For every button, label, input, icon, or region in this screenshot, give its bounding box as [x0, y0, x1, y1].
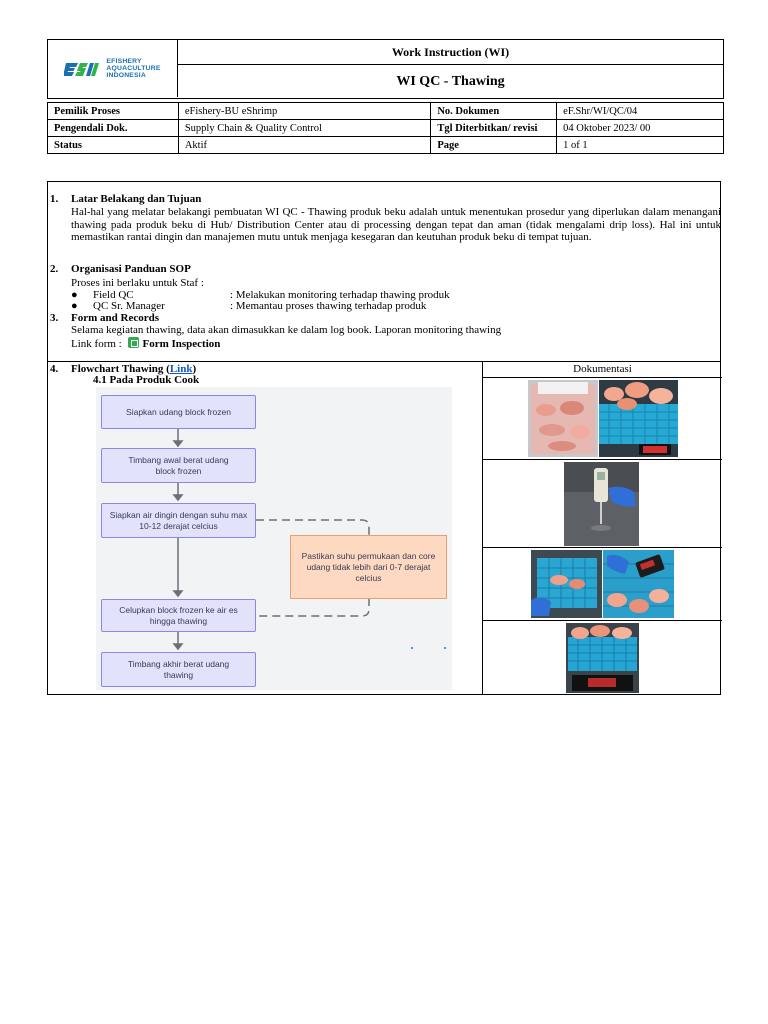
dot-marker — [411, 647, 413, 649]
logo-cell — [48, 40, 178, 97]
document-body — [47, 181, 721, 695]
subsection-heading: 4.1 Pada Produk Cook — [93, 374, 200, 386]
photo-final-weighing — [566, 623, 639, 693]
role-name: Field QC — [93, 289, 134, 301]
role-description: : Melakukan monitoring terhadap thawing produk — [230, 289, 450, 301]
link-label: Link form : — [71, 338, 122, 350]
section-number: 4. — [50, 363, 59, 375]
flowchart-link[interactable]: Link — [169, 363, 193, 375]
bullet-dot: ● — [71, 289, 78, 301]
flowchart — [96, 387, 452, 690]
section-number: 2. — [50, 263, 59, 275]
section-1-body: Hal-hal yang melatar belakangi pembuatan WI QC - Thawing produk beku adalah untuk menentukan prosedur yang diperlukan dalam menangani thawing pada produk beku di Hub/ Distribution Center atau di processing dengan tepat dan aman (tidak mengalami drip loss). Hal ini untuk memastikan rantai dingin dan manajemen mutu untuk menjaga kesegaran dan keutuhan produk beku di tempat tujuan. — [71, 206, 721, 243]
meta-label: Page — [431, 137, 557, 154]
flow-step-2: Timbang awal berat udang block frozen — [101, 448, 256, 483]
meta-value: 04 Oktober 2023/ 00 — [557, 120, 724, 137]
documentation-header: Dokumentasi — [483, 361, 722, 378]
meta-label: No. Dokumen — [431, 103, 557, 120]
efishery-logo-icon — [64, 59, 102, 79]
section-number: 3. — [50, 312, 59, 324]
photo-thawing-basket — [531, 550, 602, 618]
section-3-link-row — [71, 337, 220, 350]
document-title: WI QC - Thawing — [396, 73, 505, 89]
meta-value: Supply Chain & Quality Control — [178, 120, 431, 137]
document-header — [47, 39, 724, 99]
section-number: 1. — [50, 193, 59, 205]
form-inspection-link[interactable]: Form Inspection — [128, 338, 220, 350]
meta-row — [48, 103, 724, 120]
section-heading: Form and Records — [71, 312, 159, 324]
meta-value: eF.Shr/WI/QC/04 — [557, 103, 724, 120]
photo-temperature-check — [603, 550, 674, 618]
role-name: QC Sr. Manager — [93, 300, 165, 312]
documentation-row — [483, 621, 722, 696]
section-2-intro: Proses ini berlaku untuk Staf : — [71, 277, 204, 289]
dot-marker — [444, 647, 446, 649]
flow-step-4: Celupkan block frozen ke air es hingga thawing — [101, 599, 256, 632]
meta-label: Status — [48, 137, 179, 154]
meta-label: Pemilik Proses — [48, 103, 179, 120]
meta-label: Tgl Diterbitkan/ revisi — [431, 120, 557, 137]
photo-shrimp-package — [528, 380, 598, 457]
documentation-row — [483, 460, 722, 548]
section-3-body: Selama kegiatan thawing, data akan dimasukkan ke dalam log book. Laporan monitoring thawing — [71, 324, 502, 336]
documentation-row — [483, 378, 722, 460]
meta-row — [48, 120, 724, 137]
meta-row — [48, 137, 724, 154]
google-form-icon — [128, 337, 139, 348]
bullet-dot: ● — [71, 300, 78, 312]
document-meta-table — [47, 102, 724, 154]
flow-step-3: Siapkan air dingin dengan suhu max 10-12 derajat celcius — [101, 503, 256, 538]
efishery-logo — [64, 58, 160, 79]
flow-step-1: Siapkan udang block frozen — [101, 395, 256, 429]
flow-step-5: Timbang akhir berat udang thawing — [101, 652, 256, 687]
section-heading: Organisasi Panduan SOP — [71, 263, 191, 275]
photo-thermometer-probe — [564, 462, 639, 546]
flow-note: Pastikan suhu permukaan dan core udang tidak lebih dari 0-7 derajat celcius — [290, 535, 447, 599]
section-heading: Latar Belakang dan Tujuan — [71, 193, 202, 205]
document-type-title: Work Instruction (WI) — [178, 40, 723, 65]
role-description: : Memantau proses thawing terhadap produk — [230, 300, 427, 312]
meta-value: eFishery-BU eShrimp — [178, 103, 431, 120]
section-heading: Flowchart Thawing (Link) — [71, 363, 197, 375]
documentation-row — [483, 548, 722, 621]
logo-wordmark: EFISHERY AQUACULTURE INDONESIA — [106, 58, 161, 79]
photo-shrimp-on-scale — [599, 380, 678, 457]
meta-label: Pengendali Dok. — [48, 120, 179, 137]
meta-value: 1 of 1 — [557, 137, 724, 154]
meta-value: Aktif — [178, 137, 431, 154]
